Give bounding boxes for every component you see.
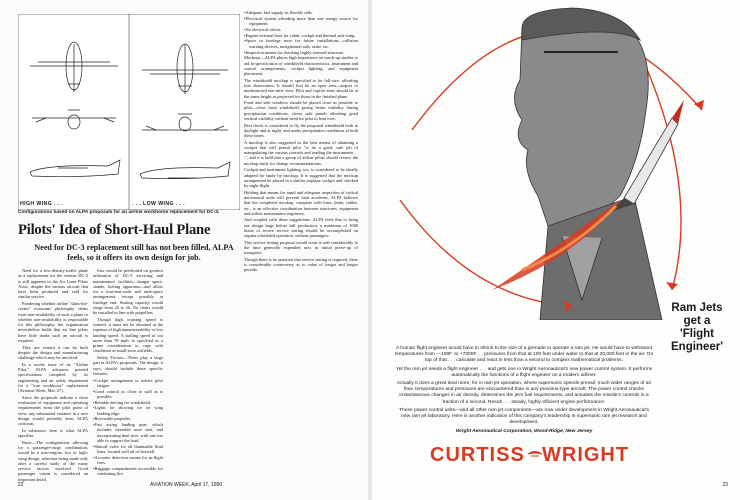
paragraph: Basic—The configuration, allowing for a passenger-cargo combination, would be a twin-engine, low or high-wing design, selection being made only after a careful study of the many service factors involved. Good passenger vision is considered an important detail. (18, 439, 88, 482)
paragraph: In a recent issue of its "Airline Pilot," ALPA advances pointed specifications compiled by its engineering and air safety department for a "true workhorse" replacement (Aviation Week, Mar. 27). (18, 361, 88, 393)
paragraph: Best check is considered to fly the proposed windshield both in daylight and at night, and under precipitation conditions at both these times. (244, 122, 358, 139)
paragraph: Pondering whether airline "skim-the-cream" economic philosophy stems from non-availability of such a plane or whether non-availability is responsible for this philosophy, the organization nevertheless holds that air line pilots have little doubt such an aircraft is required. (18, 301, 88, 343)
left-page (0, 0, 368, 500)
paragraph: Holding that means for rapid and adequate inspection of critical mechanical units will prevent fatal accidents, ALPA believes that the completed mockup, complete with lines, leads, cables, etc., is an effective coordination between structures, equipment and airline maintenance engineers. (244, 189, 358, 216)
article-column-1 (18, 268, 88, 483)
paragraph: Cockpit and instrument lighting, too, is considered to be ideally adapted for study by mockup. It is suggested that the mockup arrangement be placed in a similar airplane cockpit and checked by night flight. (244, 167, 358, 189)
paragraph: This service testing proposal would seem to add considerably to the time generally expended now in initial prove-up of transports. (244, 239, 358, 256)
paragraph: In substance, here is what ALPA specifies. (18, 427, 88, 438)
aircraft-configuration-figure (18, 14, 240, 210)
article-column-2 (93, 268, 163, 477)
article-subhead: Need for DC-3 replacement still has not been filled, ALPA feels, so it offers its own design for job. (34, 243, 234, 262)
pilot-head (514, 8, 662, 320)
ad-body-copy (394, 346, 654, 437)
list-item: • Baggage compartments accessible for combating fire. (93, 466, 163, 477)
right-page-advertisement (372, 0, 740, 500)
paragraph: Though there is no question that service testing is required, there is considerable controversy as to value of longer and longer periods. (244, 256, 358, 273)
ad-paragraph: These power control units—and all other ram jet components—are now under development in Wright Aeronautical's new ram jet laboratory. Here is another indication of this company's leadership in supersonic ram jet research and development. (399, 408, 649, 426)
paragraph: Need for a low-density-traffic plane as a replacement for the veteran DC-3 is still apparent to the Air Lines Pilots Assn., despite the various aircraft that have been produced and sold for similar service. (18, 268, 88, 300)
logo-text-left: CURTISS (430, 444, 525, 466)
ad-paragraph: Actually it does a great deal more, for in ram jet operation, where supersonic speeds prevail, much wider ranges of air flow, temperatures and pressures are encountered than in any previous-type aircraft. The power control checks instantaneous changes in air density, determines the jet's fuel requirements, and actuates the missile's controls in a fraction of a second. Result . . . steady, highly efficient engine performance. (396, 381, 652, 405)
wings-emblem-icon (528, 450, 542, 460)
page-number-left: 22 (18, 482, 24, 488)
high-wing-label: HIGH WING . . . (20, 201, 64, 207)
list-item: • Electrical system affording more than one energy source for equipment. (244, 16, 358, 27)
curtiss-wright-logo (430, 444, 630, 470)
ad-headline: Ram Jets get a 'Flight Engineer' (671, 302, 723, 353)
list-item: • Space in fuselage nose for future installations—collision warning devices, navigational aids, radar, etc. (244, 38, 358, 49)
top-right-column (244, 10, 358, 274)
ad-illustration (372, 0, 740, 320)
list-item: • Adequate fuel supply, in flexible cells. (244, 10, 358, 15)
article-headline: Pilots' Idea of Short-Haul Plane (18, 222, 211, 238)
list-item: • Cockpit arrangement to reduce pilot fatigue. (93, 378, 163, 389)
figure-caption: Configurations based on ALPA proposals for an airline workhorse replacement for DC-3. (18, 210, 220, 215)
low-wing-label: . . . LOW WING . . . (132, 201, 185, 207)
magazine-footer: AVIATION WEEK, April 17, 1950 (150, 482, 223, 488)
paragraph: Since the proposals indicate a close evaluation of equipment and operating requirements from the pilot point of view, any substantial variance in a new design would probably draw ALPA criticism. (18, 394, 88, 426)
list-item: • Inspection means for checking highly stressed structure. (244, 50, 358, 55)
ad-paragraph: A human flight engineer would have to shrink to the size of a grenade to operate a ram jet. He would have to withstand temperatures from —100F. to +7000F. . . pressures from that at 100 feet under water to that at 20,000 feet in the air. On top of that . . . calculate and react in less than a second to complex mathematical problems. (394, 346, 654, 364)
safety-features-list-continued (244, 10, 358, 55)
paragraph: Front and side windows should be placed close as possible to pilot—close front windshield giving better visibility during precipitation conditions, closer side panels affording good vertical visibility without need for pilot to lean over. (244, 100, 358, 122)
paragraph: The windshield mockup is specified to be full-size, affording true observation. It should first be an open area—airport or unobstructed one-mile view. Pilot and copilot seats should be at the same height as projected for those in the finished plane. (244, 77, 358, 99)
ad-paragraph: Yet the ram jet needs a flight engineer . . . and gets one in Wright Aeronautical's new power control system. It performs automatically the functions of a flight engineer on a modern airliner. (395, 366, 653, 378)
list-item: • Reversible propeller. (93, 416, 163, 421)
list-item: • Engine-external boot for cabin, cockpit and thermal anti-icing. (244, 33, 358, 38)
pilot-and-missile-illustration (372, 0, 740, 320)
list-item: • Lights for showing ice on wing leading edge. (93, 405, 163, 416)
paragraph: And coupled with these suggestions, ALPA feels that to bring out design bugs before full production, a minimum of 1000 hours of severe service testing should be accomplished on regular scheduled operation, without passengers. (244, 217, 358, 239)
list-item: • Fast acting landing gear, which includes steerable nose unit, and incorporating dual tires, with one tire able to support the load. (93, 422, 163, 443)
paragraph: Size would be predicated on greatest utilization of DC-3 servicing and maintenance facilities—hangar space, stands, fueling apparatus—and allow for a four-seat-wide and aisle-space arrangement, except possibly at fuselage end. Seating capacity would range from 20 to 26. No chairs would be installed in line with propellers. (93, 268, 163, 315)
paragraph: Safety Factors—These play a large part in ALPA's proposals. The design, it says, should include these specific features: (93, 355, 163, 376)
page-number-right: 23 (722, 482, 728, 488)
list-item: • No electrical valves. (244, 27, 358, 32)
list-item: • Shutoff valve for all flammable fluid lines, located well aft of firewall. (93, 444, 163, 455)
paragraph: A mockup is also suggested as the best means of obtaining a cockpit that will permit pilot "to do a good, safe job of manipulating the various controls and reading the instruments . . .", and it is held that a group of airline pilots should review the mockup study for change recommendations. (244, 139, 358, 166)
mockups-paragraph: Mockups—ALPA places high importance on mock-up studies to aid in specification of windshield characteristics, instrument and control arrangements, cockpit lighting, and equipment placement. (244, 55, 358, 77)
list-item: • Accurate detection means for in-flight fires. (93, 455, 163, 466)
list-item: • Good control as close to stall as is possible. (93, 389, 163, 400)
paragraph: They are certain it can be built despite the design and manufacturing challenge which may be involved. (18, 344, 88, 360)
ad-signature: Wright Aeronautical Corporation, Wood-Ridge, New Jersey (455, 428, 593, 434)
safety-features-list (93, 378, 163, 477)
logo-text-right: WRIGHT (542, 444, 630, 466)
list-item: • Reliable deicing for windshield. (93, 400, 163, 405)
aircraft-drawings (18, 14, 240, 210)
paragraph: Though high cruising speed is wanted, it must not be obtained at the expense of high maneuverability or low landing speed. A stalling speed of not more than 70 mph. is specified as a prime consideration to cope with conditions at small-town airfields. (93, 316, 163, 354)
